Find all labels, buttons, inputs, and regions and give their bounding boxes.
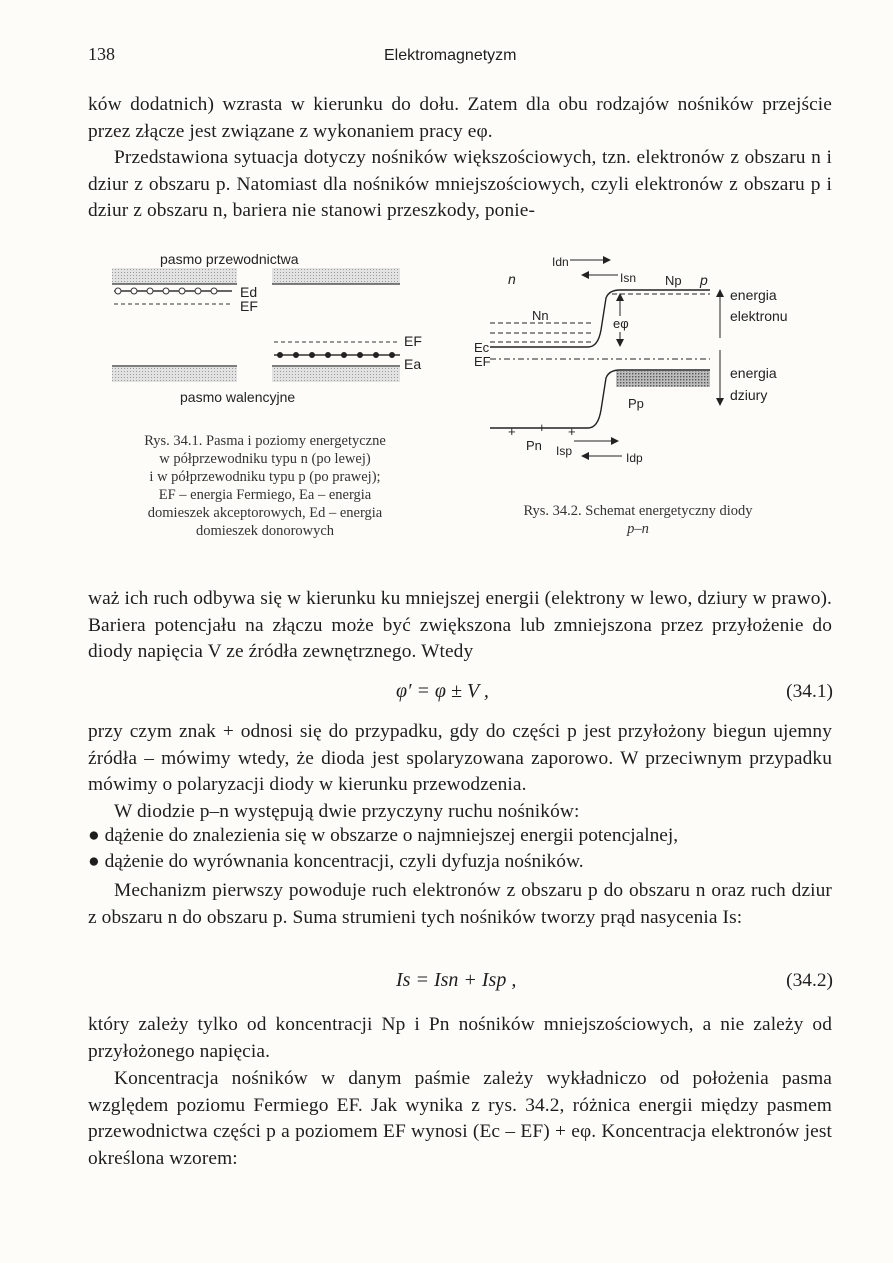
figure-2-caption: Rys. 34.2. Schemat energetyczny diody p–n: [523, 503, 753, 537]
conduction-band-right: [272, 268, 400, 284]
paragraph-7: który zależy tylko od koncentracji Np i Pn nośników mniejszościowych, a nie zależy od przyłożonego napięcia.: [88, 1014, 832, 1062]
bullet-1: ● dążenie do znalezienia się w obszarze o najmniejszej energii potencjalnej,: [88, 825, 679, 846]
label-idn: Idn: [552, 255, 569, 269]
label-isn: Isn: [620, 271, 637, 285]
acceptor-levels: [274, 352, 400, 358]
paragraph-3: waż ich ruch odbywa się w kierunku ku mniejszej energii (elektrony w lewo, dziury w prawo). Bariera potencjału na złączu może być zwiększona lub zmniejszona przez przyłożenie do diody napięcia V ze źródła zewnętrznego. Wtedy: [88, 588, 832, 663]
label-ef-left: EF: [240, 298, 258, 314]
label-ea: Ea: [404, 356, 422, 372]
equation-34-2: Is = Isn + Isp ,: [396, 969, 517, 991]
valence-band-left: [112, 367, 237, 382]
label-ed: Ed: [240, 284, 258, 300]
label-ef: EF: [474, 354, 491, 369]
plus-sign-1: +: [508, 424, 516, 439]
label-valence-band: pasmo walencyjne: [180, 389, 296, 405]
plus-sign-3: +: [568, 424, 576, 439]
conduction-band-edge: [490, 290, 710, 347]
label-pp: Pp: [628, 396, 644, 411]
label-energy-electron-1: energia: [730, 287, 777, 303]
figure-1-caption: Rys. 34.1. Pasma i poziomy energetyczne w półprzewodniku typu n (po lewej) i w półprzewodniku typu p (po prawej); EF – energia Fermiego, Ea – energia domieszek akceptorowych, Ed – energia domieszek donorowych: [144, 433, 386, 539]
paragraph-1: ków dodatnich) wzrasta w kierunku do dołu. Zatem dla obu rodzajów nośników przejście przez złącze jest związane z wykonaniem pracy eφ.: [88, 94, 832, 142]
label-energy-holes-1: energia: [730, 365, 777, 381]
conduction-band-left: [112, 268, 237, 284]
page-number: 138: [88, 44, 115, 64]
paragraph-2: Przedstawiona sytuacja dotyczy nośników większościowych, tzn. elektronów z obszaru n i dziur z obszaru p. Natomiast dla nośników mniejszościowych, czyli elektronów z obszaru p i dziur z obszaru n, bariera nie stanowi przeszkody, ponie-: [88, 147, 832, 222]
label-ef-right: EF: [404, 333, 422, 349]
plus-sign-2: +: [538, 420, 546, 435]
running-title: Elektromagnetyzm: [384, 47, 517, 64]
label-isp: Isp: [556, 444, 573, 458]
label-p: p: [700, 272, 708, 288]
equation-34-2-number: (34.2): [786, 970, 833, 991]
label-ec: Ec: [474, 340, 490, 355]
label-idp: Idp: [626, 451, 643, 465]
donor-levels: [114, 288, 232, 294]
valence-band-right: [272, 367, 400, 382]
paragraph-4: przy czym znak + odnosi się do przypadku, gdy do części p jest przyłożony biegun ujemny źródła – mówimy wtedy, że dioda jest spolaryzowana zaporowo. W przeciwnym przypadku mówimy o polaryzacji diody w kierunku przewodzenia.: [88, 721, 832, 796]
bullet-2: ● dążenie do wyrównania koncentracji, czyli dyfuzja nośników.: [88, 851, 584, 872]
figure-diode-energy-scheme: [470, 250, 830, 465]
equation-34-1: φ′ = φ ± V ,: [396, 680, 489, 702]
label-nn: Nn: [532, 308, 549, 323]
holes-pp-region: [616, 371, 710, 387]
label-energy-holes-2: dziury: [730, 387, 768, 403]
paragraph-5: W diodzie p–n występują dwie przyczyny ruchu nośników:: [114, 801, 580, 822]
paragraph-6: Mechanizm pierwszy powoduje ruch elektronów z obszaru p do obszaru n oraz ruch dziur z obszaru n do obszaru p. Suma strumieni tych nośników tworzy prąd nasycenia Is:: [88, 880, 832, 928]
label-conduction-band: pasmo przewodnictwa: [160, 251, 299, 267]
label-np-top: Np: [665, 273, 682, 288]
label-n: n: [508, 271, 516, 287]
label-ephi: eφ: [613, 316, 629, 331]
equation-34-1-number: (34.1): [786, 681, 833, 702]
label-energy-electron-2: elektronu: [730, 308, 788, 324]
figure-energy-bands: [100, 245, 440, 415]
label-pn: Pn: [526, 438, 542, 453]
paragraph-8: Koncentracja nośników w danym paśmie zależy wykładniczo od położenia pasma względem poziomu Fermiego EF. Jak wynika z rys. 34.2, różnica energii między pasmem przewodnictwa części p a poziomem EF wynosi (Ec – EF) + eφ. Koncentracja elektronów jest określona wzorem:: [88, 1068, 832, 1169]
